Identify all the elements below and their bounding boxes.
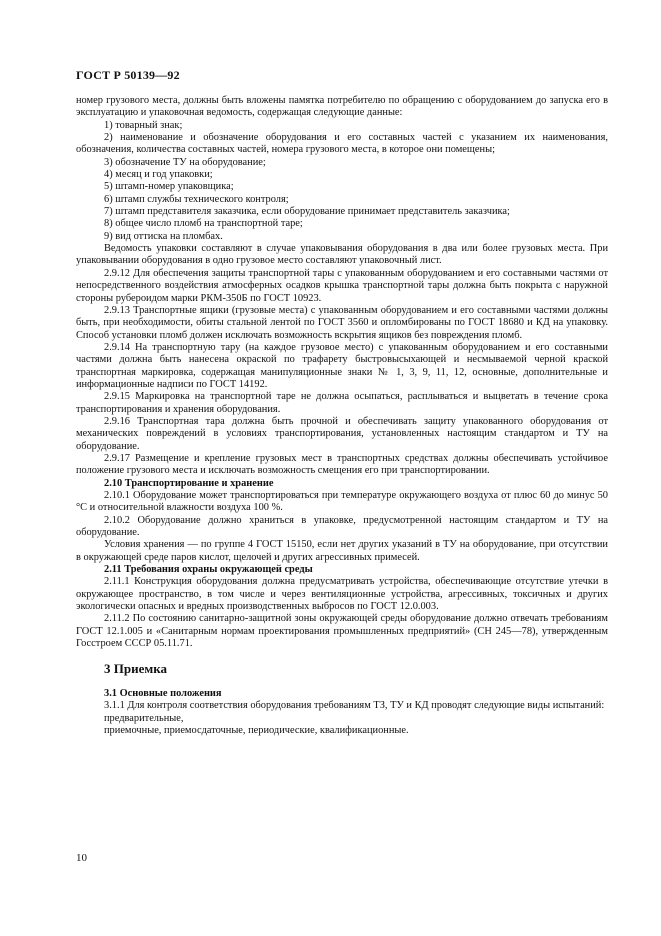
list-item: 3) обозначение ТУ на оборудование; bbox=[104, 156, 266, 168]
list-item: 6) штамп службы технического контроля; bbox=[104, 193, 289, 205]
subsection-heading-3-1: 3.1 Основные положения bbox=[104, 687, 222, 699]
list-item: 9) вид оттиска на пломбах. bbox=[104, 230, 223, 242]
page-number: 10 bbox=[76, 852, 87, 864]
paragraph-storage-conditions: Условия хранения — по группе 4 ГОСТ 15150, если нет других указаний в ТУ на оборудование, при отсутствии в окружающей среде паров кислот, щелочей и других агрессивных примесей. bbox=[76, 539, 608, 563]
paragraph-2-10-2: 2.10.2 Оборудование должно храниться в упаковке, предусмотренной настоящим стандартом и ТУ на оборудование. bbox=[76, 514, 608, 539]
list-item: 8) общее число пломб на транспортной таре; bbox=[104, 218, 303, 230]
paragraph-2-9-12: 2.9.12 Для обеспечения защиты транспортной тары с упакованным оборудованием и его составными частями от непосредственного воздействия атмосферных осадков крышка транспортной тары должна быть покрыта с наружной стороны рубероидом марки РКМ-350Б по ГОСТ 10923. bbox=[76, 267, 608, 304]
packing-list bbox=[76, 120, 608, 243]
list-item: 5) штамп-номер упаковщика; bbox=[104, 181, 234, 193]
paragraph-2-9-15: 2.9.15 Маркировка на транспортной таре не должна осыпаться, расплываться и выцветать в течение срока транспортирования и хранения оборудования. bbox=[76, 391, 608, 415]
paragraph-test-types-2: приемочные, приемосдаточные, периодические, квалификационные. bbox=[104, 724, 409, 736]
intro-paragraph: номер грузового места, должны быть вложены памятка потребителю по обращению с оборудованием до запуска его в эксплуатацию и упаковочная ведомость, содержащая следующие данные: bbox=[76, 95, 608, 119]
section-heading-3: 3 Приемка bbox=[104, 661, 168, 677]
paragraph-2-9-13: 2.9.13 Транспортные ящики (грузовые места) с упакованным оборудованием и его составными частями должны быть, при необходимости, обиты стальной лентой по ГОСТ 3560 и опломбированы по ГОСТ 18680 и КД на упаковку. Способ установки пломб должен исключать возможность вскрытия ящиков без повреждения пломб. bbox=[76, 304, 608, 341]
running-title: ГОСТ Р 50139—92 bbox=[76, 68, 180, 82]
paragraph-2-10-1: 2.10.1 Оборудование может транспортироваться при температуре окружающего воздуха от плюс 60 до минус 50 °С и относительной влажности воздуха 100 %. bbox=[76, 490, 608, 514]
list-item: 1) товарный знак; bbox=[104, 119, 183, 131]
list-item: 2) наименование и обозначение оборудования и его составных частей с указанием их наименования, обозначения, количества составных частей, номера грузового места, в которое они помещены; bbox=[76, 132, 608, 156]
paragraph-2-9-17: 2.9.17 Размещение и крепление грузовых мест в транспортных средствах должны обеспечивать устойчивое положение грузового места и исключать возможность смещения его при транспортировании. bbox=[76, 452, 608, 477]
subsection-heading-2-10: 2.10 Транспортирование и хранение bbox=[104, 477, 274, 489]
list-item: 7) штамп представителя заказчика, если оборудование принимает представитель заказчика; bbox=[104, 206, 510, 218]
subsection-heading-2-11: 2.11 Требования охраны окружающей среды bbox=[104, 564, 313, 576]
list-item: 4) месяц и год упаковки; bbox=[104, 169, 213, 181]
paragraph-2-11-1: 2.11.1 Конструкция оборудования должна предусматривать устройства, обеспечивающие отсутствие утечки в окружающее пространство, в том числе и через вентиляционные устройства, агрессивных, токсичных и других экологически опасных и вредных производственных выбросов по ГОСТ 12.0.003. bbox=[76, 576, 608, 613]
paragraph-vedomost: Ведомость упаковки составляют в случае упаковывания оборудования в два или более грузовых места. При упаковывании оборудования в одно грузовое место составляют упаковочный лист. bbox=[76, 243, 608, 267]
paragraph-2-9-14: 2.9.14 На транспортную тару (на каждое грузовое место) с упакованным оборудованием и его составными частями должна быть нанесена окраской по трафарету быстровысыхающей и несмываемой черной краской транспортная маркировка, содержащая манипуляционные знаки № 1, 3, 9, 11, 12, основные, дополнительные и информационные надписи по ГОСТ 14192. bbox=[76, 341, 608, 390]
paragraph-3-1-1: 3.1.1 Для контроля соответствия оборудования требованиям ТЗ, ТУ и КД проводят следующие виды испытаний: bbox=[104, 700, 605, 712]
body-text bbox=[76, 95, 608, 737]
paragraph-test-types-1: предварительные, bbox=[104, 712, 184, 724]
paragraph-2-11-2: 2.11.2 По состоянию санитарно-защитной зоны окружающей среды оборудование должно отвечать требованиям ГОСТ 12.1.005 и «Санитарным нормам проектирования промышленных предприятий» (СН 245—78), утвержденным Госстроем СССР 05.11.71. bbox=[76, 613, 608, 650]
paragraph-2-9-16: 2.9.16 Транспортная тара должна быть прочной и обеспечивать защиту упакованного оборудования от механических повреждений в условиях транспортирования, установленных настоящим стандартом и ТУ на оборудование. bbox=[76, 415, 608, 452]
